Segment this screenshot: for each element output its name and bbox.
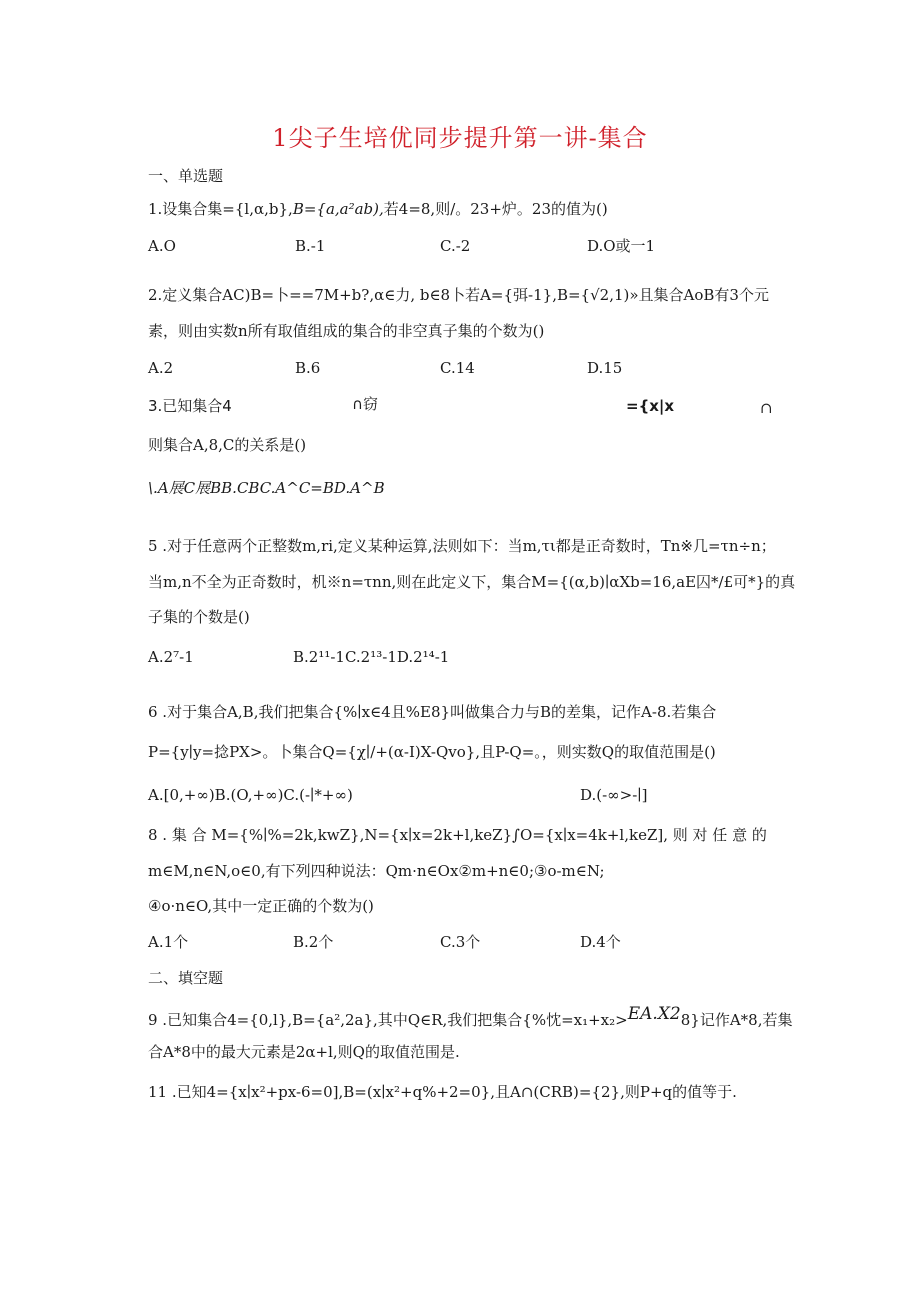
q8-option-a: A.1个 — [148, 933, 189, 951]
q3-garbled-fragment-3: ∩ — [760, 399, 773, 417]
section-heading-fill-in: 二、填空题 — [148, 969, 224, 987]
q8-option-b: B.2个 — [293, 933, 334, 951]
q1-option-b: B.-1 — [295, 237, 326, 255]
q2-option-d: D.15 — [587, 359, 623, 377]
q8-option-d: D.4个 — [580, 933, 621, 951]
question-2-line-2: 素，则由实数n所有取值组成的集合的非空真子集的个数为() — [148, 322, 545, 340]
q2-option-a: A.2 — [148, 359, 174, 377]
question-3-line-2: 则集合A,8,C的关系是() — [148, 436, 307, 454]
question-9-line-1 — [148, 1004, 793, 1030]
q3-garbled-fragment-2: ={x|x — [626, 397, 675, 415]
question-5-line-1: 5 .对于任意两个正整数m,ri,定义某种运算,法则如下：当m,τι都是正奇数时，Tn※几=τn÷n； — [148, 537, 776, 555]
question-2-line-1: 2.定义集合AC)B=卜==7M+b?,α∈力, b∈8卜若A={弭-1},B={√2,1)»且集合AoB有3个元 — [148, 286, 769, 304]
question-5-line-3: 子集的个数是() — [148, 608, 250, 626]
q9-line1-part-a: 9 .已知集合4={0,l},B={a²,2a},其中Q∈R,我们把集合{%忱=x₁+x₂> — [148, 1011, 628, 1029]
q5-option-a: A.2⁷-1 — [148, 648, 194, 666]
q2-option-b: B.6 — [295, 359, 321, 377]
q3-options: \.A展C展BB.CBC.A^C=BD.A^B — [148, 479, 385, 497]
q1-stem-part-c: 若4=8,则/。23+炉。23的值为() — [383, 200, 608, 218]
q1-option-a: A.O — [148, 237, 176, 255]
question-5-line-2: 当m,n不全为正奇数时，机※n=τnn,则在此定义下，集合M={(α,b)∣αXb=16,aE囚*/£可*}的真 — [148, 573, 796, 591]
q6-options-abc: A.[0,+∞)B.(O,+∞)C.(-∣*+∞) — [148, 786, 353, 804]
q1-option-c: C.-2 — [440, 237, 471, 255]
q5-options-bcd: B.2¹¹-1C.2¹³-1D.2¹⁴-1 — [293, 648, 450, 666]
question-6-line-1: 6 .对于集合A,B,我们把集合{%∣x∈4且%E8}叫做集合力与B的差集，记作A-8.若集合 — [148, 703, 717, 721]
q6-option-d: D.(-∞>-∣] — [580, 786, 648, 804]
question-8-line-3: ④o·n∈O,其中一定正确的个数为() — [148, 897, 374, 915]
q8-option-c: C.3个 — [440, 933, 481, 951]
question-1-stem — [148, 199, 608, 219]
question-3-line-1: 3.已知集合4 — [148, 397, 232, 415]
q1-option-d: D.O或一1 — [587, 237, 656, 255]
q1-stem-part-a: 1.设集合集={l,α,b}, — [148, 200, 293, 218]
question-11-line-1: 11 .已知4={x∣x²+px-6=0],B=(x∣x²+q%+2=0},且A∩(CRB)={2},则P+q的值等于. — [148, 1083, 737, 1101]
question-8-line-1: 8 . 集 合 M={%∣%=2k,kwZ},N={x∣x=2k+l,keZ}∫O={x∣x=4k+l,keZ], 则 对 任 意 的 — [148, 826, 767, 844]
q3-garbled-fragment-1: ∩窃 — [352, 395, 378, 413]
q9-line1-part-b: EA.X2 — [627, 1004, 681, 1024]
section-heading-single-choice: 一、单选题 — [148, 167, 224, 185]
q9-line1-part-c: 8}记作A*8,若集 — [680, 1011, 793, 1029]
question-6-line-2: P={y∣y=捻PX>。卜集合Q={χ∣/+(α-I)X-Qvo},且P-Q=。，则实数Q的取值范围是() — [148, 743, 716, 761]
q1-stem-part-b: B={a,a²ab), — [292, 200, 384, 218]
document-title: 1尖子生培优同步提升第一讲-集合 — [272, 124, 648, 152]
question-8-line-2: m∈M,n∈N,o∈0,有下列四种说法：Qm·n∈Ox②m+n∈0;③o-m∈N; — [148, 862, 605, 880]
question-9-line-2: 合A*8中的最大元素是2α+l,则Q的取值范围是. — [148, 1043, 460, 1061]
q2-option-c: C.14 — [440, 359, 475, 377]
